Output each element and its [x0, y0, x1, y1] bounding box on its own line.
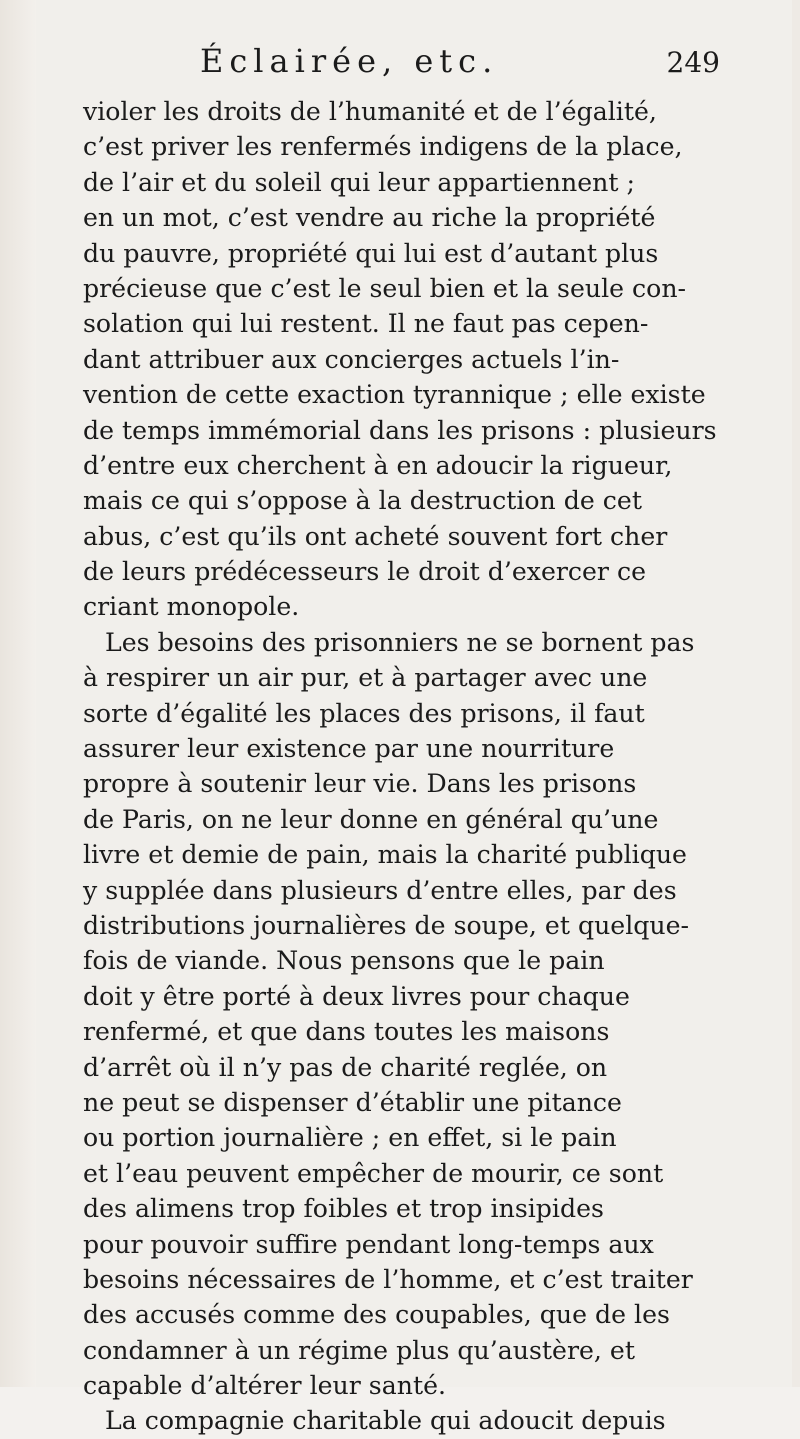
text-line: dant attribuer aux concierges actuels l’in- [83, 344, 620, 374]
text-line: des accusés comme des coupables, que de les [83, 1300, 670, 1330]
text-line: assurer leur existence par une nourriture [83, 734, 615, 764]
text-line: sorte d’égalité les places des prisons, il faut [83, 698, 645, 728]
paragraph-start-line: La compagnie charitable qui adoucit depuis [105, 1406, 666, 1436]
binding-gutter-shadow [0, 0, 36, 1387]
text-line: solation qui lui restent. Il ne faut pas cepen- [83, 309, 649, 339]
running-title: Éclairée, etc. [200, 42, 499, 80]
text-line: ou portion journalière ; en effet, si le pain [83, 1123, 617, 1153]
text-line: y supplée dans plusieurs d’entre elles, par des [83, 875, 677, 905]
text-line: renfermé, et que dans toutes les maisons [83, 1017, 610, 1047]
text-line: et l’eau peuvent empêcher de mourir, ce sont [83, 1158, 664, 1188]
text-line: mais ce qui s’oppose à la destruction de cet [83, 486, 642, 516]
text-line: précieuse que c’est le seul bien et la seule con- [83, 273, 687, 303]
text-line: en un mot, c’est vendre au riche la propriété [83, 203, 656, 233]
text-line: c’est priver les renfermés indigens de la place, [83, 132, 683, 162]
page-edge [792, 0, 800, 1387]
text-line: des alimens trop foibles et trop insipides [83, 1194, 604, 1224]
text-line: d’arrêt où il n’y pas de charité reglée, on [83, 1052, 608, 1082]
text-line: criant monopole. [83, 592, 300, 622]
text-line: condamner à un régime plus qu’austère, et [83, 1335, 635, 1365]
text-line: de l’air et du soleil qui leur appartiennent ; [83, 167, 635, 197]
page-header [200, 42, 720, 92]
text-line: du pauvre, propriété qui lui est d’autant plus [83, 238, 659, 268]
text-line: ne peut se dispenser d’établir une pitance [83, 1087, 622, 1117]
text-line: livre et demie de pain, mais la charité publique [83, 840, 687, 870]
text-line: propre à soutenir leur vie. Dans les prisons [83, 769, 637, 799]
text-line: distributions journalières de soupe, et quelque- [83, 910, 690, 940]
text-line: pour pouvoir suffire pendant long-temps aux [83, 1229, 654, 1259]
text-line: d’entre eux cherchent à en adoucir la rigueur, [83, 450, 673, 480]
text-line: à respirer un air pur, et à partager avec une [83, 663, 648, 693]
text-line: abus, c’est qu’ils ont acheté souvent fort cher [83, 521, 668, 551]
text-line: vention de cette exaction tyrannique ; elle existe [83, 380, 706, 410]
body-text [83, 94, 733, 1439]
text-line: violer les droits de l’humanité et de l’égalité, [83, 97, 657, 126]
text-line: capable d’altérer leur santé. [83, 1371, 447, 1401]
page-number: 249 [666, 46, 720, 79]
text-line: doit y être porté à deux livres pour chaque [83, 981, 630, 1011]
text-line: besoins nécessaires de l’homme, et c’est traiter [83, 1264, 693, 1294]
paragraph-start-line: Les besoins des prisonniers ne se bornent pas [105, 627, 695, 657]
text-line: fois de viande. Nous pensons que le pain [83, 946, 605, 976]
text-line: de Paris, on ne leur donne en général qu’une [83, 804, 659, 834]
text-line: de temps immémorial dans les prisons : plusieurs [83, 415, 717, 445]
text-line: de leurs prédécesseurs le droit d’exercer ce [83, 557, 646, 587]
